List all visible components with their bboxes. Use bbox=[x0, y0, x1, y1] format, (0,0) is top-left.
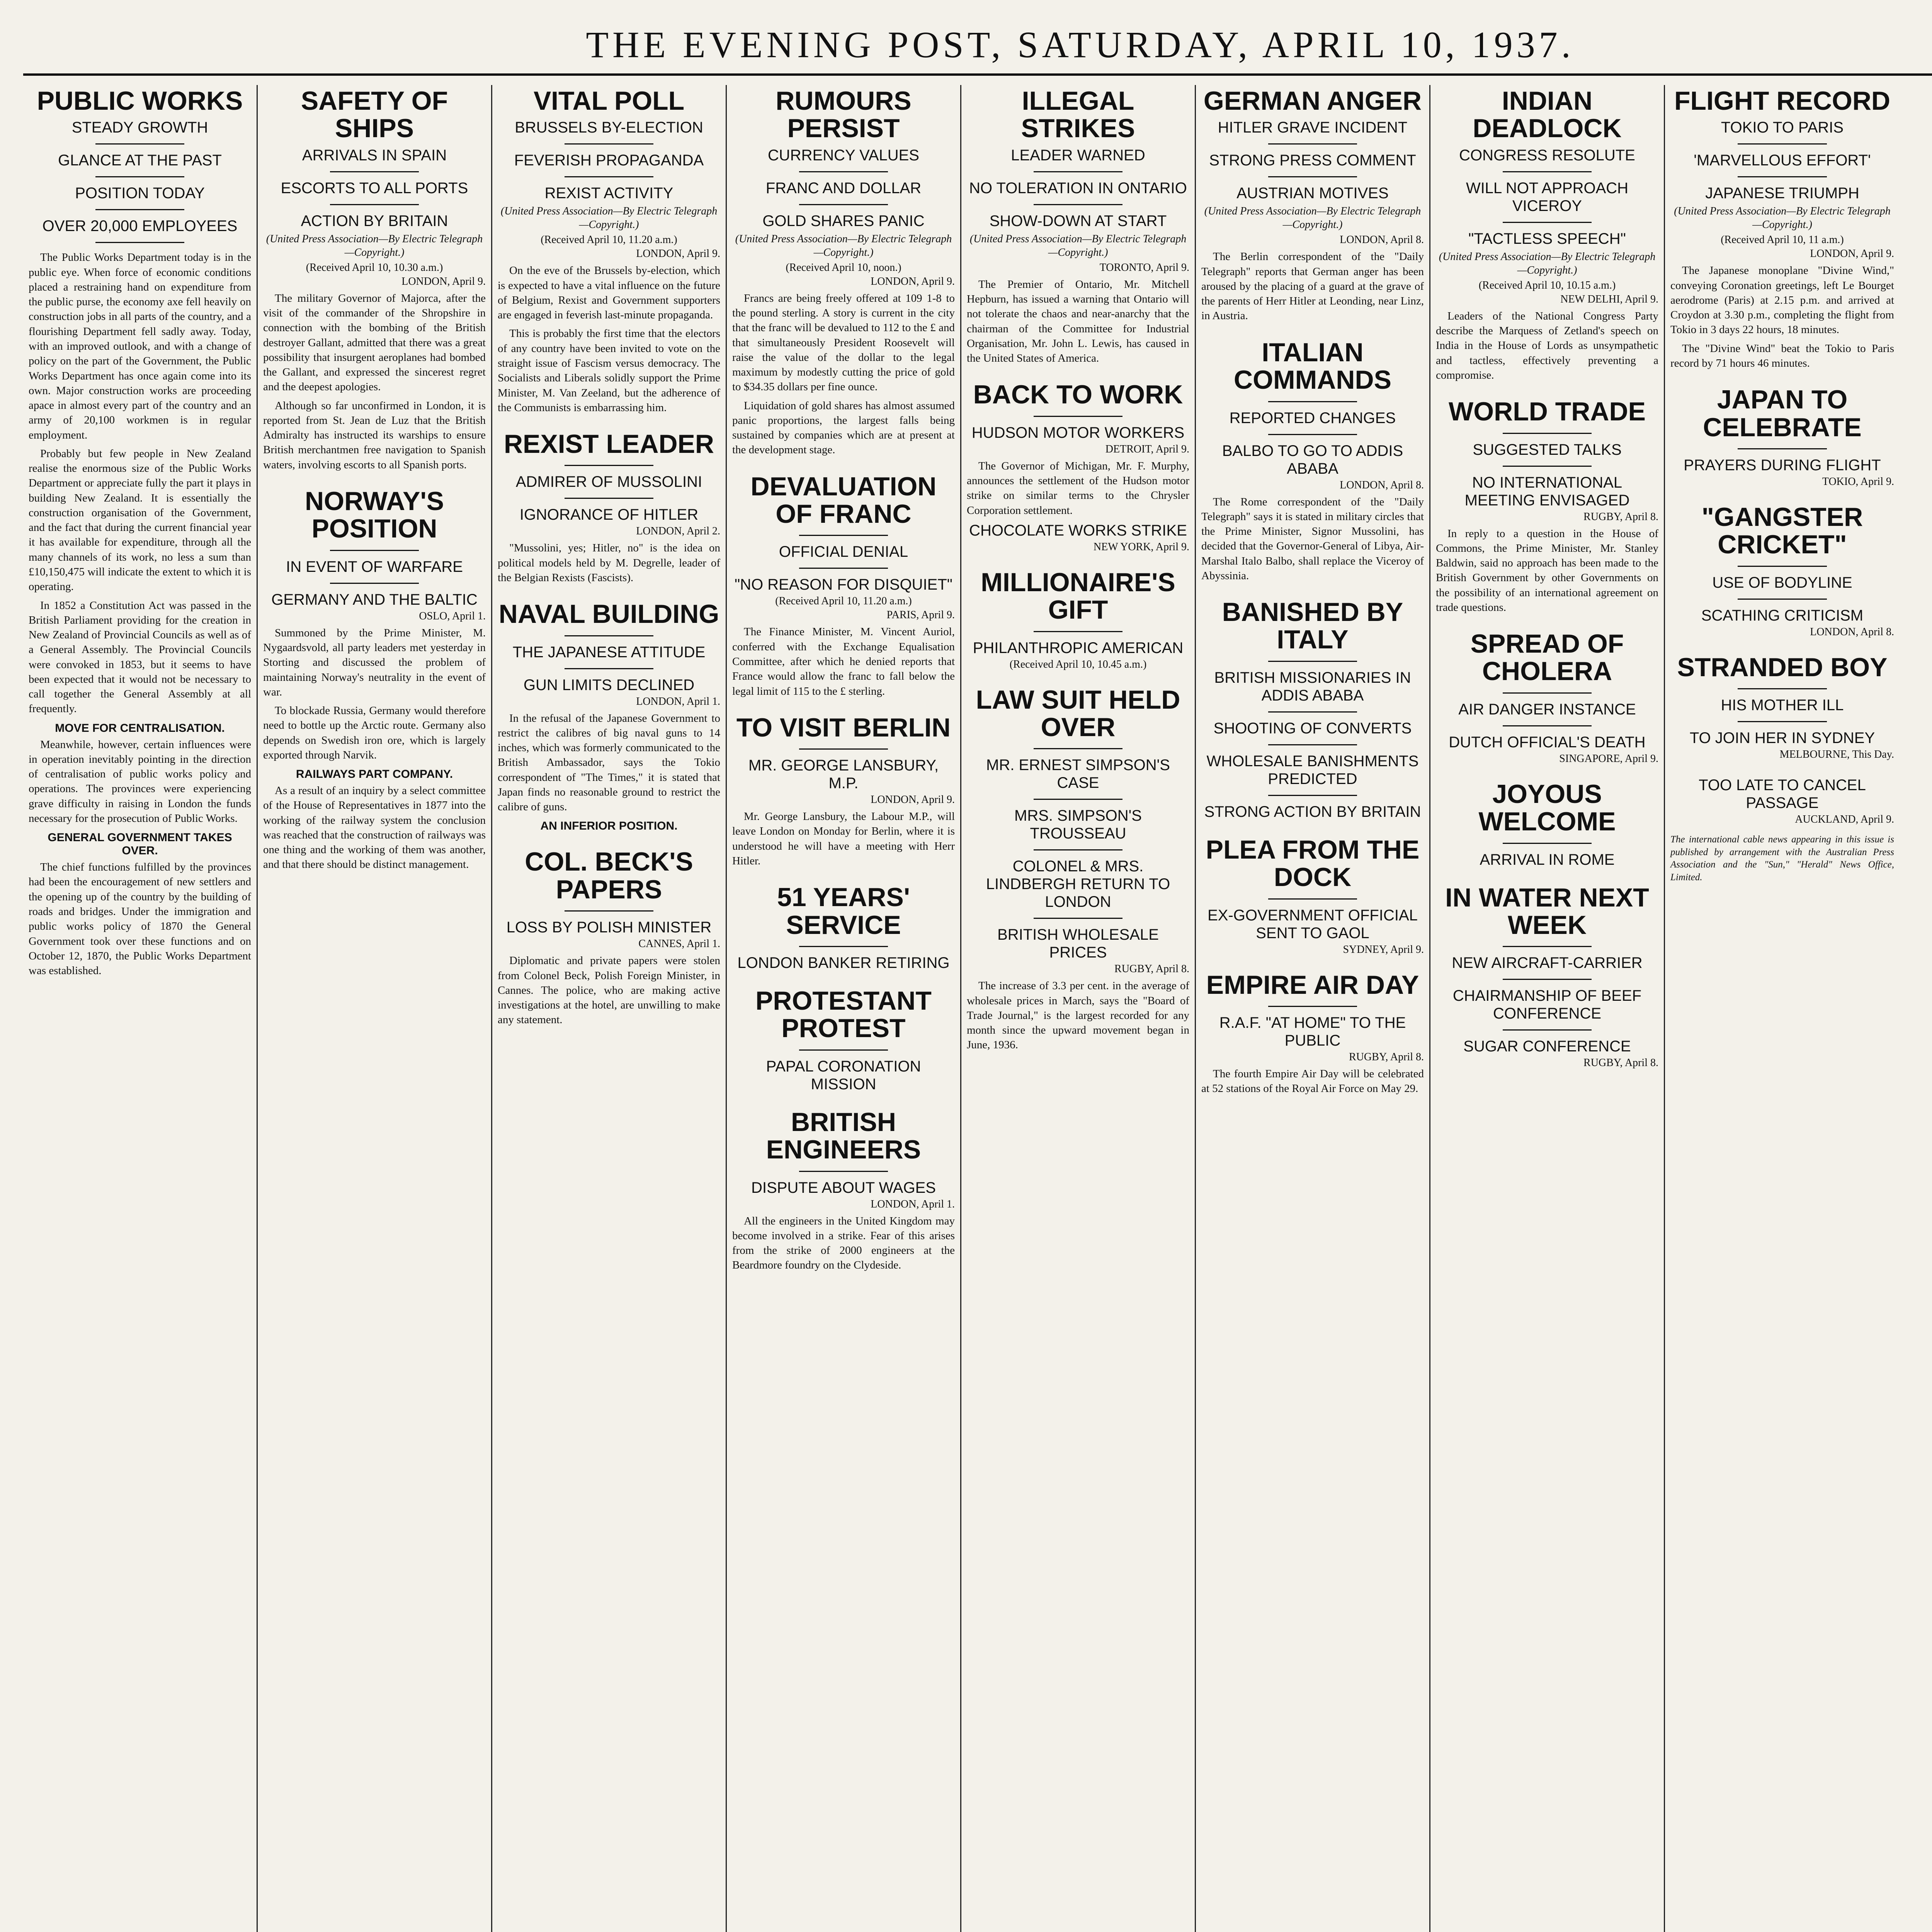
headline: JAPAN TO CELEBRATE bbox=[1703, 385, 1862, 442]
headline: BRITISH ENGINEERS bbox=[766, 1107, 921, 1165]
divider bbox=[1034, 631, 1122, 632]
dateline: PARIS, April 9. bbox=[886, 609, 955, 621]
article-millionaires-gift bbox=[967, 569, 1189, 671]
article-plea-from-the-dock bbox=[1201, 836, 1424, 956]
subheadline: ESCORTS TO ALL PORTS bbox=[281, 179, 468, 197]
paragraph: The Rome correspondent of the "Daily Telegraph" says it is stated in military circles that the Prime Minister, Signor Mussolini, has decided that the Governor-General of Libya, Air-Marshal Italo Balbo, shall replace the Viceroy of Abyssinia. bbox=[1201, 495, 1424, 582]
headline: ILLEGAL STRIKES bbox=[1021, 86, 1135, 143]
subheadline: TO JOIN HER IN SYDNEY bbox=[1689, 730, 1875, 747]
dateline: CANNES, April 1. bbox=[638, 938, 720, 950]
divider bbox=[799, 204, 888, 205]
paragraph: The Premier of Ontario, Mr. Mitchell Hepburn, has issued a warning that Ontario will not tolerate the chaos and near-anarchy that the chairman of the Committee for Industrial Organisation, Mr. John L. Lewis, has caused in the United States of America. bbox=[967, 278, 1189, 365]
article-italian-commands bbox=[1201, 339, 1424, 583]
subheadline: HIS MOTHER ILL bbox=[1721, 697, 1844, 714]
divider bbox=[1268, 795, 1357, 796]
wire-credit: (United Press Association—By Electric Telegraph—Copyright.) bbox=[500, 205, 718, 231]
paragraph: Diplomatic and private papers were stolen from Colonel Beck, Polish Foreign Minister, in Cannes. The police, who are making active investigations at the hotel, are unwilling to make any statement. bbox=[498, 954, 720, 1026]
subheadline: MRS. SIMPSON'S TROUSSEAU bbox=[1014, 807, 1142, 842]
received-time: (Received April 10, 10.15 a.m.) bbox=[1478, 279, 1616, 291]
divider bbox=[1268, 176, 1357, 177]
subheadline: GUN LIMITS DECLINED bbox=[523, 676, 695, 694]
paragraph: This is probably the first time that the electors of any country have been invited to vote on the straight issue of Fascism versus democracy. The Socialists and Liberals solidly support the Prime Minister, M. Van Zeeland, but the adherence of the Communists is embarrassing him. bbox=[498, 327, 720, 414]
divider bbox=[799, 171, 888, 172]
article-devaluation-of-franc bbox=[732, 473, 955, 699]
received-time: (Received April 10, 11.20 a.m.) bbox=[775, 595, 912, 607]
dateline: LONDON, April 1. bbox=[871, 1198, 955, 1210]
headline: 51 YEARS' SERVICE bbox=[777, 883, 910, 940]
subheadline: BRITISH WHOLESALE PRICES bbox=[997, 926, 1159, 961]
dateline: SYDNEY, April 9. bbox=[1343, 943, 1424, 956]
subheadline: IN EVENT OF WARFARE bbox=[286, 558, 463, 575]
dateline: NEW DELHI, April 9. bbox=[1560, 293, 1658, 305]
article-banished-by-italy bbox=[1201, 599, 1424, 821]
subheadline: STRONG ACTION BY BRITAIN bbox=[1204, 803, 1421, 820]
headline: TO VISIT BERLIN bbox=[736, 713, 951, 742]
subheadline: FEVERISH PROPAGANDA bbox=[514, 152, 704, 169]
wire-credit: (United Press Association—By Electric Telegraph—Copyright.) bbox=[1674, 205, 1891, 231]
headline: BACK TO WORK bbox=[973, 380, 1183, 410]
dateline: LONDON, April 8. bbox=[1340, 479, 1424, 491]
divider bbox=[1503, 979, 1592, 980]
divider bbox=[1034, 799, 1122, 800]
subheadline: NEW AIRCRAFT-CARRIER bbox=[1452, 954, 1643, 972]
dateline: LONDON, April 9. bbox=[871, 275, 955, 287]
article-stranded-boy bbox=[1670, 654, 1894, 761]
subheadline: BRUSSELS BY-ELECTION bbox=[515, 119, 703, 136]
subheadline: 'MARVELLOUS EFFORT' bbox=[1694, 152, 1871, 169]
subheadline: TOKIO TO PARIS bbox=[1721, 119, 1844, 136]
column-4 bbox=[727, 85, 961, 1932]
subheadline: BRITISH MISSIONARIES IN ADDIS ABABA bbox=[1214, 669, 1411, 704]
dateline: MELBOURNE, This Day. bbox=[1779, 748, 1894, 761]
subheadline: CHAIRMANSHIP OF BEEF CONFERENCE bbox=[1452, 987, 1642, 1022]
subheadline: ACTION BY BRITAIN bbox=[301, 212, 448, 230]
subheadline: ARRIVAL IN ROME bbox=[1480, 851, 1615, 868]
column-3 bbox=[492, 85, 727, 1932]
divider bbox=[95, 176, 184, 177]
paragraph: The Governor of Michigan, Mr. F. Murphy, announces the settlement of the Hudson motor strike on similar terms to the Chrysler Corporation settlement. bbox=[967, 459, 1189, 517]
article-spread-of-cholera bbox=[1436, 630, 1658, 765]
headline: RUMOURS PERSIST bbox=[776, 86, 912, 143]
divider bbox=[1034, 204, 1122, 205]
subheadline: CHOCOLATE WORKS STRIKE bbox=[969, 522, 1187, 539]
subheadline: HUDSON MOTOR WORKERS bbox=[971, 424, 1185, 441]
divider bbox=[1503, 725, 1592, 726]
column-6 bbox=[1196, 85, 1430, 1932]
headline: NORWAY'S POSITION bbox=[304, 486, 444, 544]
article-norways-position bbox=[263, 488, 486, 872]
article-naval-building bbox=[498, 600, 720, 833]
divider bbox=[330, 171, 419, 172]
subheadline: DUTCH OFFICIAL'S DEATH bbox=[1449, 733, 1646, 751]
divider bbox=[1268, 401, 1357, 402]
article-gangster-cricket bbox=[1670, 503, 1894, 638]
column-7 bbox=[1430, 85, 1665, 1932]
divider bbox=[1503, 222, 1592, 223]
subheadline: DISPUTE ABOUT WAGES bbox=[751, 1179, 936, 1196]
headline: SPREAD OF CHOLERA bbox=[1470, 629, 1624, 686]
divider bbox=[565, 635, 653, 636]
headline: FLIGHT RECORD bbox=[1674, 86, 1891, 116]
dateline: RUGBY, April 8. bbox=[1583, 510, 1658, 523]
wire-credit: (United Press Association—By Electric Telegraph—Copyright.) bbox=[1439, 250, 1656, 276]
subheadline: REXIST ACTIVITY bbox=[544, 185, 673, 202]
article-world-trade bbox=[1436, 398, 1658, 615]
divider bbox=[799, 1049, 888, 1051]
article-public-works bbox=[29, 87, 251, 978]
received-time: (Received April 10, 10.45 a.m.) bbox=[1009, 658, 1147, 670]
divider bbox=[799, 568, 888, 569]
paragraph: All the engineers in the United Kingdom may become involved in a strike. Fear of this arises from the strike of 2000 engineers at the Beardmore foundry on the Clydeside. bbox=[732, 1214, 955, 1272]
dateline: TORONTO, April 9. bbox=[1099, 261, 1189, 274]
column-5 bbox=[961, 85, 1196, 1932]
divider bbox=[1268, 711, 1357, 713]
divider bbox=[1034, 918, 1122, 919]
paragraph: To blockade Russia, Germany would therefore need to bottle up the Arctic route. Germany also depends on Swedish iron ore, which is largely exported through Narvik. bbox=[263, 704, 486, 761]
paragraph: The increase of 3.3 per cent. in the average of wholesale prices in March, says the "Board of Trade Journal," is the largest recorded for any month since the upward movement began in June, 1936. bbox=[967, 980, 1189, 1051]
subheadline: "NO REASON FOR DISQUIET" bbox=[734, 576, 952, 594]
divider bbox=[1268, 898, 1357, 900]
headline: LAW SUIT HELD OVER bbox=[976, 685, 1180, 742]
divider bbox=[95, 209, 184, 210]
article-51-years-service bbox=[732, 884, 955, 972]
article-to-visit-berlin bbox=[732, 714, 955, 868]
paragraph: Although so far unconfirmed in London, it is reported from St. Jean de Luz that the British Admiralty has instructed its warships to ensure British merchantmen free navigation to Spanish waters, involving escorts to all Spanish ports. bbox=[263, 399, 486, 471]
headline: PROTESTANT PROTEST bbox=[755, 986, 932, 1043]
divider bbox=[1268, 744, 1357, 745]
columns bbox=[23, 85, 1932, 1932]
received-time: (Received April 10, noon.) bbox=[786, 261, 901, 274]
article-too-late-to-cancel bbox=[1670, 776, 1894, 884]
paragraph: Probably but few people in New Zealand realise the enormous size of the Public Works Department or appreciate fully the part it plays in building New Zealand. It is essentially the construction organisation of the Government, and the fact that during the current financial year it has available for expenditure, through all the many channels of its work, no less a sum than £10,150,475 will indicate the extent to which it is operating. bbox=[29, 447, 251, 593]
received-time: (Received April 10, 10.30 a.m.) bbox=[306, 261, 443, 274]
headline: PUBLIC WORKS bbox=[37, 86, 243, 116]
subheadline: MR. ERNEST SIMPSON'S CASE bbox=[986, 757, 1170, 792]
paragraph: Francs are being freely offered at 109 1-8 to the pound sterling. A story is current in the city that the franc will be devalued to 112 to the £ and that simultaneously President Roosevelt will raise the value of the dollar to the legal maximum by modestly cutting the price of gold to $34.35 dollars per fine ounce. bbox=[732, 292, 955, 393]
divider bbox=[1738, 721, 1827, 722]
divider bbox=[1738, 143, 1827, 145]
divider bbox=[565, 668, 653, 669]
subheadline: PAPAL CORONATION MISSION bbox=[766, 1058, 921, 1093]
headline: "GANGSTER CRICKET" bbox=[1701, 502, 1863, 560]
divider bbox=[1503, 1029, 1592, 1031]
subheadline: COLONEL & MRS. LINDBERGH RETURN TO LONDON bbox=[986, 858, 1170, 911]
subheadline: AIR DANGER INSTANCE bbox=[1458, 701, 1636, 718]
subheadline: REPORTED CHANGES bbox=[1229, 409, 1396, 427]
paragraph: "Mussolini, yes; Hitler, no" is the idea on political models held by M. Degrelle, leader of the Belgian Rexists (Fascists). bbox=[498, 542, 720, 584]
paragraph: Mr. George Lansbury, the Labour M.P., will leave London on Monday for Berlin, where it is understood he will have a meeting with Herr Hitler. bbox=[732, 810, 955, 867]
paragraph: Summoned by the Prime Minister, M. Nygaardsvold, all party leaders met yesterday in Storting and discussed the problem of maintaining Norway's neutrality in the event of war. bbox=[263, 626, 486, 698]
divider bbox=[330, 550, 419, 551]
subheadline: THE JAPANESE ATTITUDE bbox=[512, 643, 706, 661]
dateline: RUGBY, April 8. bbox=[1114, 963, 1189, 975]
subheadline: R.A.F. "AT HOME" TO THE PUBLIC bbox=[1219, 1014, 1406, 1049]
headline: JOYOUS WELCOME bbox=[1478, 779, 1616, 837]
subheadline: GLANCE AT THE PAST bbox=[58, 152, 222, 169]
article-vital-poll bbox=[498, 87, 720, 415]
article-empire-air-day bbox=[1201, 971, 1424, 1096]
paragraph: As a result of an inquiry by a select committee of the House of Representatives in 1877 into the working of the railway system the conclusion was reached that the construction of railways was one thing and the working of them was another, and that there should be distinct management. bbox=[263, 784, 486, 871]
divider bbox=[1268, 143, 1357, 145]
cable-notice: The international cable news appearing in this issue is published by arrangement with the Australian Press Association and the "Sun," "Herald" News Office, Limited. bbox=[1670, 834, 1894, 883]
subheadline: IGNORANCE OF HITLER bbox=[519, 506, 699, 524]
divider bbox=[799, 1171, 888, 1172]
subheadline: EX-GOVERNMENT OFFICIAL SENT TO GAOL bbox=[1208, 906, 1418, 942]
paragraph: The Berlin correspondent of the "Daily Telegraph" reports that German anger has been aroused by the placing of a guard at the grave of the parents of Herr Hitler at Leonding, near Linz, in Austria. bbox=[1201, 250, 1424, 322]
subheadline: CONGRESS RESOLUTE bbox=[1459, 146, 1635, 164]
headline: ITALIAN COMMANDS bbox=[1234, 337, 1391, 395]
headline: GERMAN ANGER bbox=[1203, 86, 1422, 116]
subheadline: SUGGESTED TALKS bbox=[1473, 441, 1622, 458]
article-in-water-next-week bbox=[1436, 884, 1658, 1070]
subheadline: JAPANESE TRIUMPH bbox=[1705, 185, 1859, 202]
paragraph: Meanwhile, however, certain influences were in operation inevitably pointing in the direction of centralisation of public works policy and operations. The provinces were experiencing grave difficulty in raising in London the funds necessary for the prosecution of Public Works. bbox=[29, 738, 251, 825]
subheadline: USE OF BODYLINE bbox=[1712, 574, 1852, 591]
divider bbox=[1503, 843, 1592, 844]
dateline: RUGBY, April 8. bbox=[1349, 1051, 1424, 1063]
subheadline: SHOOTING OF CONVERTS bbox=[1213, 719, 1412, 737]
dateline: TOKIO, April 9. bbox=[1822, 476, 1894, 488]
divider bbox=[565, 176, 653, 177]
divider bbox=[95, 143, 184, 145]
subheadline: STRONG PRESS COMMENT bbox=[1209, 152, 1416, 169]
subheadline: FRANC AND DOLLAR bbox=[765, 179, 922, 197]
paragraph: Liquidation of gold shares has almost assumed panic proportions, the largest falls being sustained by companies which are at present at the development stage. bbox=[732, 399, 955, 456]
divider bbox=[1503, 946, 1592, 947]
headline: STRANDED BOY bbox=[1677, 652, 1888, 682]
wire-credit: (United Press Association—By Electric Telegraph—Copyright.) bbox=[1204, 205, 1421, 231]
article-rumours-persist bbox=[732, 87, 955, 457]
article-protestant-protest bbox=[732, 987, 955, 1093]
dateline: LONDON, April 9. bbox=[871, 794, 955, 806]
divider bbox=[565, 498, 653, 499]
dateline: LONDON, April 1. bbox=[636, 695, 720, 707]
paragraph: In reply to a question in the House of Commons, the Prime Minister, Mr. Stanley Baldwin, said no approach has been made to the British Government by other Governments on the possibility of an international agreement on trade questions. bbox=[1436, 527, 1658, 614]
subheadline: LEADER WARNED bbox=[1011, 146, 1145, 164]
divider bbox=[565, 143, 653, 145]
divider bbox=[1503, 171, 1592, 172]
dateline: LONDON, April 9. bbox=[636, 248, 720, 260]
subheadline: AUSTRIAN MOTIVES bbox=[1236, 185, 1389, 202]
subheadline: OVER 20,000 EMPLOYEES bbox=[42, 218, 238, 235]
headline: BANISHED BY ITALY bbox=[1222, 597, 1403, 655]
dateline: RUGBY, April 8. bbox=[1583, 1057, 1658, 1069]
subheadline: POSITION TODAY bbox=[75, 185, 205, 202]
divider bbox=[1503, 466, 1592, 467]
subheadline: SUGAR CONFERENCE bbox=[1463, 1038, 1631, 1055]
subheadline: OFFICIAL DENIAL bbox=[779, 543, 908, 561]
article-rexist-leader bbox=[498, 430, 720, 585]
dateline: LONDON, April 8. bbox=[1810, 626, 1894, 638]
divider bbox=[1503, 433, 1592, 434]
divider bbox=[1503, 692, 1592, 694]
dateline: OSLO, April 1. bbox=[419, 610, 486, 622]
masthead bbox=[23, 15, 1932, 76]
divider bbox=[799, 748, 888, 750]
headline: PLEA FROM THE DOCK bbox=[1206, 835, 1420, 892]
divider bbox=[1268, 661, 1357, 662]
article-flight-record bbox=[1670, 87, 1894, 371]
paragraph: The Finance Minister, M. Vincent Auriol, conferred with the Exchange Equalisation Committee, after which he denied reports that France would allow the franc to fall below the legal limit of 115 to the £ sterling. bbox=[732, 626, 955, 697]
dateline: AUCKLAND, April 9. bbox=[1795, 813, 1894, 826]
article-illegal-strikes bbox=[967, 87, 1189, 366]
divider bbox=[1268, 1006, 1357, 1007]
headline: EMPIRE AIR DAY bbox=[1206, 970, 1419, 1000]
subheadline: "TACTLESS SPEECH" bbox=[1468, 230, 1626, 247]
headline: MILLIONAIRE'S GIFT bbox=[981, 567, 1175, 625]
paragraph: Leaders of the National Congress Party describe the Marquess of Zetland's speech on India in the House of Lords as unsympathetic and tactless, effectively preventing a compromise. bbox=[1436, 310, 1658, 381]
subheadline: TOO LATE TO CANCEL PASSAGE bbox=[1699, 777, 1866, 812]
paragraph: The military Governor of Majorca, after the visit of the commander of the Shropshire in connection with the bombing of the British destroyer Gallant, admitted that there was a great possibility that insurgent aeroplanes had bombed the Gallant, and expressed the sincerest regret and the deepest apologies. bbox=[263, 292, 486, 393]
subheadline: MR. GEORGE LANSBURY, M.P. bbox=[748, 757, 939, 792]
section-heading: MOVE FOR CENTRALISATION. bbox=[55, 721, 225, 735]
dateline: DETROIT, April 9. bbox=[1105, 443, 1189, 455]
divider bbox=[1034, 849, 1122, 850]
subheadline: GOLD SHARES PANIC bbox=[762, 212, 925, 230]
paragraph: The Japanese monoplane "Divine Wind," conveying Coronation greetings, left Le Bourget aerodrome (Paris) at 2.15 p.m. and arrived at Croydon at 3.30 p.m., completing the flight from Tokio in 3 days 22 hours, 18 minutes. bbox=[1670, 264, 1894, 336]
subheadline: SHOW-DOWN AT START bbox=[989, 212, 1167, 230]
subheadline: LOSS BY POLISH MINISTER bbox=[506, 919, 712, 936]
subheadline: NO TOLERATION IN ONTARIO bbox=[969, 179, 1187, 197]
subheadline: WILL NOT APPROACH VICEROY bbox=[1466, 179, 1629, 214]
dateline: LONDON, April 9. bbox=[1810, 248, 1894, 260]
divider bbox=[1738, 599, 1827, 600]
dateline: SINGAPORE, April 9. bbox=[1559, 752, 1658, 765]
article-col-becks-papers bbox=[498, 848, 720, 1027]
wire-credit: (United Press Association—By Electric Telegraph—Copyright.) bbox=[266, 233, 483, 259]
subheadline: STEADY GROWTH bbox=[71, 119, 208, 136]
section-heading: RAILWAYS PART COMPANY. bbox=[296, 768, 453, 781]
divider bbox=[95, 242, 184, 243]
column-1 bbox=[23, 85, 258, 1932]
subheadline: LONDON BANKER RETIRING bbox=[737, 954, 950, 972]
divider bbox=[1034, 416, 1122, 417]
divider bbox=[799, 535, 888, 536]
paragraph: The Public Works Department today is in the public eye. When force of economic conditions placed a restraining hand on expenditure from the public purse, the economy axe fell heavily on construction jobs in all parts of the country, and a flourishing Department fell sadly away. Today, with an improved outlook, and with a change of policy on the part of the Government, the Public Works Department has once again come into its own. Major construction works are proceeding apace in almost every part of the country and an army of 20,100 workmen is in regular employment. bbox=[29, 251, 251, 441]
article-safety-of-ships bbox=[263, 87, 486, 472]
article-law-suit-held-over bbox=[967, 686, 1189, 1053]
subheadline: CURRENCY VALUES bbox=[768, 146, 919, 164]
divider bbox=[1738, 176, 1827, 177]
headline: NAVAL BUILDING bbox=[498, 599, 719, 629]
divider bbox=[1738, 688, 1827, 689]
paragraph: In the refusal of the Japanese Government to restrict the calibres of big naval guns to 14 inches, which was formerly communicated to the British Ambassador, says the Tokio correspondent of "The Times," it is stated that Japan finds no reasonable ground to restrict the calibre of guns. bbox=[498, 712, 720, 813]
divider bbox=[330, 204, 419, 205]
paragraph: In 1852 a Constitution Act was passed in the British Parliament providing for the creation in New Zealand of Provincial Councils as well as of a General Assembly. The Provincial Councils were convoked in 1853, but it seems to have been expected that it would not be necessary to call together the General Assembly at all frequently. bbox=[29, 599, 251, 715]
article-back-to-work bbox=[967, 381, 1189, 553]
headline: DEVALUATION OF FRANC bbox=[750, 471, 937, 529]
headline: SAFETY OF SHIPS bbox=[301, 86, 448, 143]
received-time: (Received April 10, 11 a.m.) bbox=[1721, 234, 1844, 246]
wire-credit: (United Press Association—By Electric Telegraph—Copyright.) bbox=[735, 233, 952, 259]
article-british-engineers bbox=[732, 1109, 955, 1273]
subheadline: WHOLESALE BANISHMENTS PREDICTED bbox=[1206, 752, 1419, 787]
subheadline: ARRIVALS IN SPAIN bbox=[302, 146, 447, 164]
received-time: (Received April 10, 11.20 a.m.) bbox=[541, 234, 677, 246]
divider bbox=[565, 465, 653, 466]
divider bbox=[565, 910, 653, 912]
masthead-title: THE EVENING POST, SATURDAY, APRIL 10, 1937. bbox=[586, 24, 1575, 65]
divider bbox=[1738, 566, 1827, 567]
section-heading: AN INFERIOR POSITION. bbox=[540, 820, 678, 833]
headline: COL. BECK'S PAPERS bbox=[525, 847, 693, 904]
section-heading: GENERAL GOVERNMENT TAKES OVER. bbox=[48, 831, 232, 857]
dateline: NEW YORK, April 9. bbox=[1093, 541, 1189, 553]
column-8 bbox=[1665, 85, 1900, 1932]
dateline: LONDON, April 2. bbox=[636, 525, 720, 537]
dateline: LONDON, April 8. bbox=[1340, 234, 1424, 246]
headline: INDIAN DEADLOCK bbox=[1473, 86, 1622, 143]
article-indian-deadlock bbox=[1436, 87, 1658, 383]
subheadline: GERMANY AND THE BALTIC bbox=[271, 591, 478, 608]
divider bbox=[799, 946, 888, 947]
paragraph: The chief functions fulfilled by the provinces had been the encouragement of new settlers and the opening up of the country by the building of roads and bridges. Under the immigration and public works policy of 1870 the General Government took over these functions and on October 12, 1870, the Public Works Department was established. bbox=[29, 861, 251, 977]
subheadline: SCATHING CRITICISM bbox=[1701, 607, 1864, 624]
headline: IN WATER NEXT WEEK bbox=[1445, 883, 1649, 940]
divider bbox=[1738, 448, 1827, 449]
article-german-anger bbox=[1201, 87, 1424, 323]
article-joyous-welcome bbox=[1436, 781, 1658, 869]
subheadline: BALBO TO GO TO ADDIS ABABA bbox=[1222, 442, 1403, 477]
subheadline: PHILANTHROPIC AMERICAN bbox=[973, 639, 1184, 656]
divider bbox=[1268, 434, 1357, 435]
divider bbox=[330, 583, 419, 584]
dateline: LONDON, April 9. bbox=[401, 275, 486, 287]
subheadline: HITLER GRAVE INCIDENT bbox=[1218, 119, 1408, 136]
paragraph: The "Divine Wind" beat the Tokio to Paris record by 71 hours 46 minutes. bbox=[1670, 342, 1894, 369]
paragraph: The fourth Empire Air Day will be celebrated at 52 stations of the Royal Air Force on May 29. bbox=[1201, 1068, 1424, 1095]
headline: REXIST LEADER bbox=[503, 429, 714, 459]
column-2 bbox=[258, 85, 492, 1932]
paragraph: On the eve of the Brussels by-election, which is expected to have a vital influence on the future of Belgium, Rexist and Government supporters are engaged in feverish last-minute propaganda. bbox=[498, 264, 720, 321]
subheadline: PRAYERS DURING FLIGHT bbox=[1684, 457, 1881, 474]
headline: WORLD TRADE bbox=[1449, 397, 1646, 427]
divider bbox=[1034, 748, 1122, 749]
wire-credit: (United Press Association—By Electric Telegraph—Copyright.) bbox=[969, 233, 1187, 259]
subheadline: ADMIRER OF MUSSOLINI bbox=[515, 473, 702, 491]
headline: VITAL POLL bbox=[533, 86, 685, 116]
divider bbox=[1034, 171, 1122, 172]
subheadline: NO INTERNATIONAL MEETING ENVISAGED bbox=[1464, 474, 1630, 509]
article-japan-to-celebrate bbox=[1670, 386, 1894, 488]
